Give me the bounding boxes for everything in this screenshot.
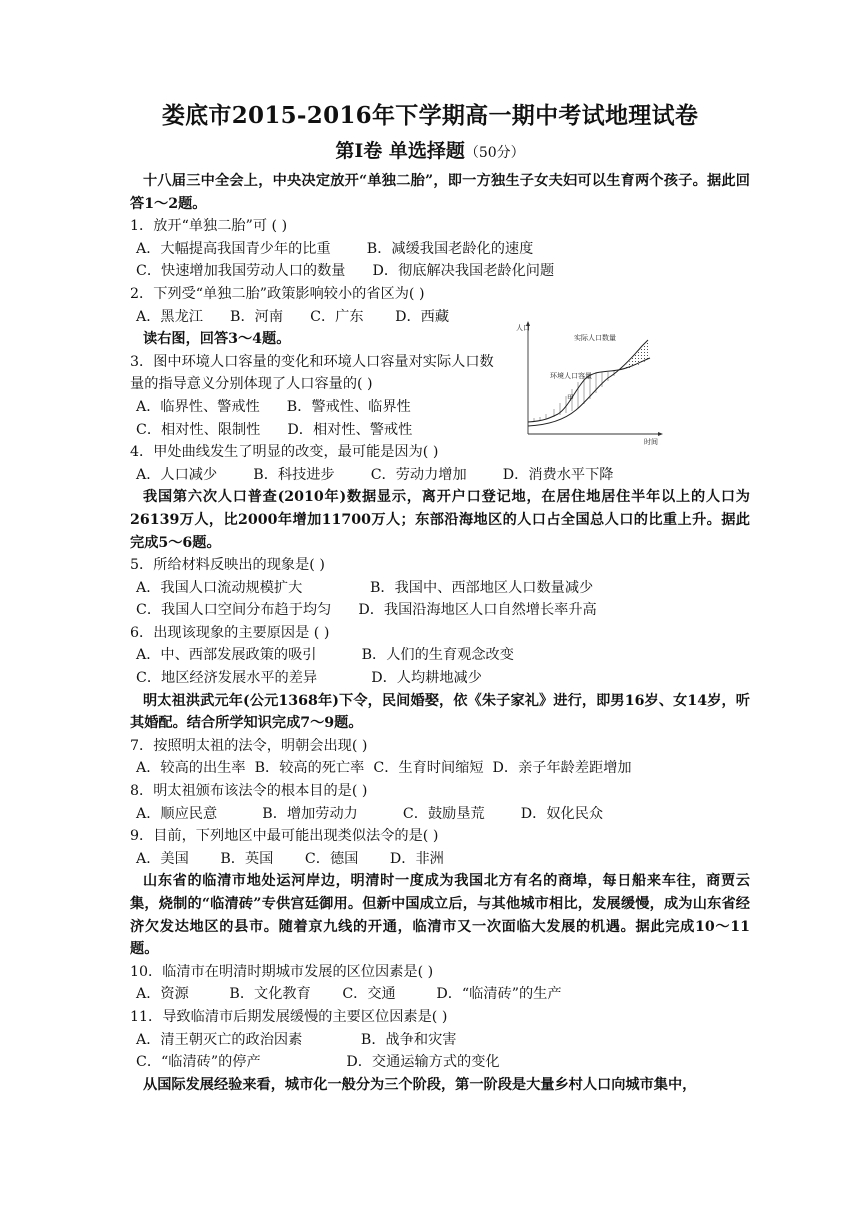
material-intro-5: 山东省的临清市地处运河岸边，明清时一度成为我国北方有名的商埠，每日船来车往，商贾云集，烧制的“临清砖”专供宫廷御用。但新中国成立后，与其他城市相比，发展缓慢，成为山东省经济欠发达地区的县市。随着京九线的开通，临清市又一次面临大发展的机遇。据此完成10～11题。	[130, 873, 750, 958]
question-11-options-cd: C．“临清砖”的停产 D．交通运输方式的变化	[136, 1054, 500, 1071]
question-9-options: A．美国 B．英国 C．德国 D．非洲	[136, 850, 444, 867]
figure-jia-label: 甲	[567, 394, 574, 402]
material-intro-1: 十八届三中全会上，中央决定放开“单独二胎”，即一方独生子女夫妇可以生育两个孩子。据此回答1～2题。	[130, 173, 750, 212]
material-intro-4: 明太祖洪武元年(公元1368年)下令，民间婚娶，依《朱子家礼》进行，即男16岁、女14岁，听其婚配。结合所学知识完成7～9题。	[130, 692, 750, 732]
material-intro-3: 我国第六次人口普查(2010年)数据显示，离开户口登记地，在居住地居住半年以上的人口为26139万人，比2000年增加11700万人；东部沿海地区的人口占全国总人口的比重上升。据此完成5～6题。	[130, 489, 750, 551]
question-10-stem: 10．临清市在明清时期城市发展的区位因素是( )	[130, 963, 434, 980]
question-4-stem: 4．甲处曲线发生了明显的改变，最可能是因为( )	[130, 444, 439, 461]
material-intro-6: 从国际发展经验来看，城市化一般分为三个阶段，第一阶段是大量乡村人口向城市集中，	[143, 1076, 697, 1093]
question-7-options: A．较高的出生率 B．较高的死亡率 C．生育时间缩短 D．亲子年龄差距增加	[136, 760, 632, 777]
question-1-stem: 1．放开“单独二胎”可 ( )	[130, 218, 288, 235]
figure-capacity-label: 环境人口容量	[550, 372, 592, 380]
question-2-options: A．黑龙江 B．河南 C．广东 D．西藏	[136, 308, 450, 325]
section-title: 第I卷 单选择题	[335, 140, 465, 162]
figure-x-label: 时间	[644, 438, 658, 446]
capacity-curve	[528, 358, 650, 422]
question-3-stem: 3．图中环境人口容量的变化和环境人口容量对实际人口数量的指导意义分别体现了人口容量的( )	[130, 353, 494, 393]
question-11-stem: 11．导致临清市后期发展缓慢的主要区位因素是( )	[130, 1008, 448, 1025]
question-content	[130, 170, 750, 1096]
overshoot-dotted-area	[622, 342, 650, 370]
figure-actual-label: 实际人口数量	[574, 334, 616, 342]
x-axis-arrow-icon	[658, 432, 663, 436]
question-8-stem: 8．明太祖颁布该法令的根本目的是( )	[130, 783, 368, 800]
question-9-stem: 9．目前，下列地区中最可能出现类似法令的是( )	[130, 828, 439, 845]
question-6-options-ab: A．中、西部发展政策的吸引 B．人们的生育观念改变	[136, 647, 514, 664]
question-10-options: A．资源 B．文化教育 C．交通 D．“临清砖”的生产	[136, 986, 562, 1003]
question-1-options-ab: A．大幅提高我国青少年的比重 B．减缓我国老龄化的速度	[136, 240, 534, 257]
population-capacity-figure	[514, 318, 664, 446]
question-3-options-ab: A．临界性、警戒性 B．警戒性、临界性	[136, 398, 411, 415]
question-11-options-ab: A．清王朝灭亡的政治因素 B．战争和灾害	[136, 1031, 457, 1048]
question-8-options: A．顺应民意 B．增加劳动力 C．鼓励垦荒 D．奴化民众	[136, 805, 604, 822]
exam-title: 娄底市2015-2016年下学期高一期中考试地理试卷	[161, 102, 699, 129]
question-1-options-cd: C．快速增加我国劳动人口的数量 D．彻底解决我国老龄化问题	[136, 263, 555, 280]
material-intro-2: 读右图，回答3～4题。	[143, 331, 291, 348]
question-2-stem: 2．下列受“单独二胎”政策影响较小的省区为( )	[130, 285, 425, 302]
question-4-options: A．人口减少 B．科技进步 C．劳动力增加 D．消费水平下降	[136, 466, 614, 483]
figure-y-label: 人口	[516, 324, 530, 332]
section-heading	[0, 138, 860, 166]
question-5-options-ab: A．我国人口流动规模扩大 B．我国中、西部地区人口数量减少	[136, 579, 594, 596]
question-6-options-cd: C．地区经济发展水平的差异 D．人均耕地减少	[136, 670, 482, 687]
actual-population-curve	[528, 340, 648, 426]
population-capacity-diagram	[514, 318, 664, 446]
question-6-stem: 6．出现该现象的主要原因是 ( )	[130, 624, 330, 641]
question-7-stem: 7．按照明太祖的法令，明朝会出现( )	[130, 737, 368, 754]
question-5-options-cd: C．我国人口空间分布趋于均匀 D．我国沿海地区人口自然增长率升高	[136, 602, 597, 619]
question-3-options-cd: C．相对性、限制性 D．相对性、警戒性	[136, 421, 413, 438]
section-score: （50分）	[464, 145, 525, 161]
question-5-stem: 5．所给材料反映出的现象是( )	[130, 557, 325, 574]
